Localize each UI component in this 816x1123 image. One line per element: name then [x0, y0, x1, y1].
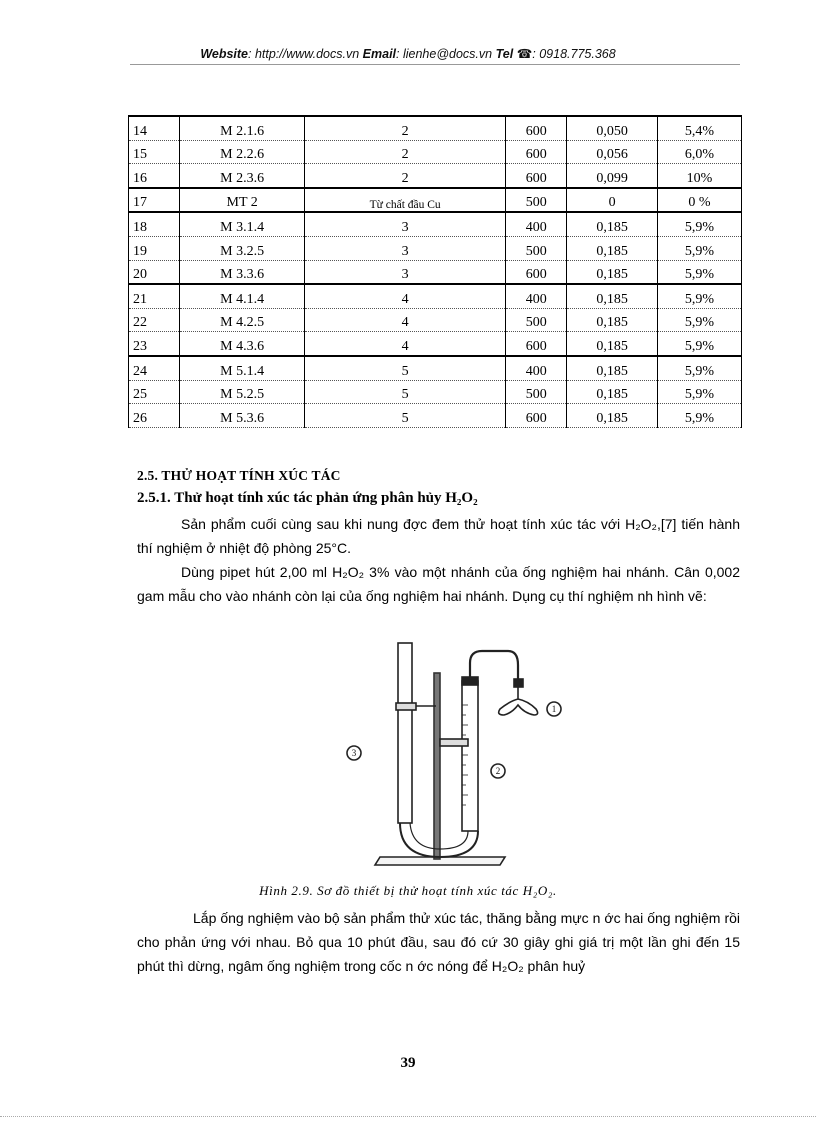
stopper	[462, 677, 478, 685]
table-row	[129, 236, 742, 260]
table-cell: 6,0%	[657, 140, 741, 164]
subsection-heading: 2.5.1. Thử hoạt tính xúc tác phản ứng phân hủy H₂O₂	[137, 490, 478, 506]
table-cell: 600	[506, 116, 567, 140]
table-cell: 14	[129, 116, 180, 140]
table-cell: 22	[129, 308, 180, 332]
two-branch-tube	[499, 687, 538, 715]
table-cell: 600	[506, 260, 567, 284]
table-cell: 10%	[657, 164, 741, 188]
table-cell: 4	[305, 284, 506, 308]
table-cell: 500	[506, 188, 567, 213]
table-cell: 5,9%	[657, 284, 741, 308]
table-cell: 5,9%	[657, 260, 741, 284]
table-cell: 21	[129, 284, 180, 308]
table-cell: 19	[129, 236, 180, 260]
table-cell: 25	[129, 380, 180, 404]
table-row	[129, 260, 742, 284]
table-cell: 5,9%	[657, 236, 741, 260]
table-cell: 4	[305, 332, 506, 356]
figure-label-1: 1	[551, 704, 557, 714]
table-cell: 5,4%	[657, 116, 741, 140]
table-row	[129, 332, 742, 356]
table-cell: 400	[506, 212, 567, 236]
table-row	[129, 116, 742, 140]
section-heading: 2.5. THỬ HOẠT TÍNH XÚC TÁC	[137, 468, 341, 483]
table-cell: M 2.1.6	[180, 116, 305, 140]
table-cell: 20	[129, 260, 180, 284]
table-cell: M 2.2.6	[180, 140, 305, 164]
email-value: : lienhe@docs.vn	[396, 47, 493, 61]
table-cell: M 2.3.6	[180, 164, 305, 188]
page-number: 39	[400, 1055, 416, 1071]
table-cell: 24	[129, 356, 180, 380]
table-row	[129, 308, 742, 332]
table-cell: 400	[506, 284, 567, 308]
table-cell: M 3.3.6	[180, 260, 305, 284]
stand-rod	[434, 673, 440, 859]
table-cell: 600	[506, 404, 567, 428]
table-cell: 0,185	[567, 212, 658, 236]
email-label: Email	[362, 47, 397, 61]
table-cell: 15	[129, 140, 180, 164]
table-cell: 16	[129, 164, 180, 188]
table-cell: 3	[305, 260, 506, 284]
figure-label-3: 3	[351, 748, 357, 758]
table-cell: 5	[305, 380, 506, 404]
table-row	[129, 164, 742, 188]
measuring-tube	[462, 681, 478, 831]
table-cell: Từ chất đầu Cu	[305, 188, 506, 213]
table-cell: 2	[305, 116, 506, 140]
table-cell: 5	[305, 404, 506, 428]
tel-label: Tel	[495, 47, 514, 61]
table-cell: 600	[506, 140, 567, 164]
table-cell: 600	[506, 332, 567, 356]
table-cell: 5,9%	[657, 212, 741, 236]
table-cell: 0,056	[567, 140, 658, 164]
results-table	[128, 115, 742, 428]
table-cell: 5	[305, 356, 506, 380]
table-cell: MT 2	[180, 188, 305, 213]
paragraph-2: Dùng pipet hút 2,00 ml H₂O₂ 3% vào một nhánh của ống nghiệm hai nhánh. Cân 0,002 gam mẫu cho vào nhánh còn lại của ống nghiệm hai nhánh. Dụng cụ thí nghiệm nh hình vẽ:	[137, 564, 740, 604]
table-cell: 500	[506, 380, 567, 404]
table-cell: 23	[129, 332, 180, 356]
table-cell: 600	[506, 164, 567, 188]
table-cell: M 4.1.4	[180, 284, 305, 308]
paragraph-1: Sản phẩm cuối cùng sau khi nung đợc đem thử hoạt tính xúc tác với H₂O₂,[7] tiến hành thí nghiệm ở nhiệt độ phòng 25°C.	[137, 516, 740, 556]
table-cell: 500	[506, 236, 567, 260]
website-value: : http://www.docs.vn	[248, 47, 360, 61]
footer-rule	[0, 1116, 816, 1117]
website-label: Website	[200, 47, 249, 61]
table-cell: M 3.1.4	[180, 212, 305, 236]
phone-icon: ☎	[516, 47, 533, 61]
table-cell: 0,185	[567, 260, 658, 284]
table-row	[129, 284, 742, 308]
table-cell: 0 %	[657, 188, 741, 213]
table-cell: M 3.2.5	[180, 236, 305, 260]
table-cell: 5,9%	[657, 356, 741, 380]
table-cell: 500	[506, 308, 567, 332]
table-row	[129, 140, 742, 164]
apparatus-diagram	[340, 635, 580, 875]
table-cell: 4	[305, 308, 506, 332]
clamp-right	[440, 739, 468, 746]
figure-caption: Hình 2.9. Sơ đồ thiết bị thử hoạt tính xúc tác H₂O₂.	[259, 883, 557, 898]
table-cell: M 4.3.6	[180, 332, 305, 356]
table-cell: 2	[305, 140, 506, 164]
table-cell: 18	[129, 212, 180, 236]
table-row	[129, 212, 742, 236]
table-row	[129, 404, 742, 428]
table-cell: 0,185	[567, 404, 658, 428]
table-cell: 5,9%	[657, 332, 741, 356]
header-rule	[130, 64, 740, 65]
table-row	[129, 188, 742, 213]
table-cell: 0,185	[567, 332, 658, 356]
table-cell: 0	[567, 188, 658, 213]
table-cell: M 4.2.5	[180, 308, 305, 332]
table-cell: 0,185	[567, 284, 658, 308]
tel-value: : 0918.775.368	[532, 47, 616, 61]
table-cell: 0,050	[567, 116, 658, 140]
table-cell: 5,9%	[657, 308, 741, 332]
table-cell: M 5.3.6	[180, 404, 305, 428]
table-cell: 0,185	[567, 356, 658, 380]
table-cell: 5,9%	[657, 380, 741, 404]
table-cell: M 5.2.5	[180, 380, 305, 404]
table-cell: 0,185	[567, 236, 658, 260]
table-cell: 5,9%	[657, 404, 741, 428]
table-cell: 3	[305, 212, 506, 236]
page-header	[0, 46, 816, 61]
table-cell: 17	[129, 188, 180, 213]
paragraph-3: Lắp ống nghiệm vào bộ sản phẩm thử xúc tác, thăng bằng mực n ớc hai ống nghiệm rồi cho phản ứng với nhau. Bỏ qua 10 phút đầu, sau đó cứ 30 giây ghi giá trị một lần ghi đến 15 phút thì dừng, ngâm ống nghiệm trong cốc n ớc nóng để H₂O₂ phân huỷ	[137, 910, 740, 974]
burette-tube	[398, 643, 412, 823]
table-cell: 0,185	[567, 308, 658, 332]
table-cell: 400	[506, 356, 567, 380]
table-cell: 0,099	[567, 164, 658, 188]
figure-label-2: 2	[495, 766, 501, 776]
clamp-left	[396, 703, 416, 710]
table-cell: M 5.1.4	[180, 356, 305, 380]
table-row	[129, 380, 742, 404]
table-cell: 3	[305, 236, 506, 260]
table-cell: 2	[305, 164, 506, 188]
table-cell: 26	[129, 404, 180, 428]
table-row	[129, 356, 742, 380]
table-cell: 0,185	[567, 380, 658, 404]
